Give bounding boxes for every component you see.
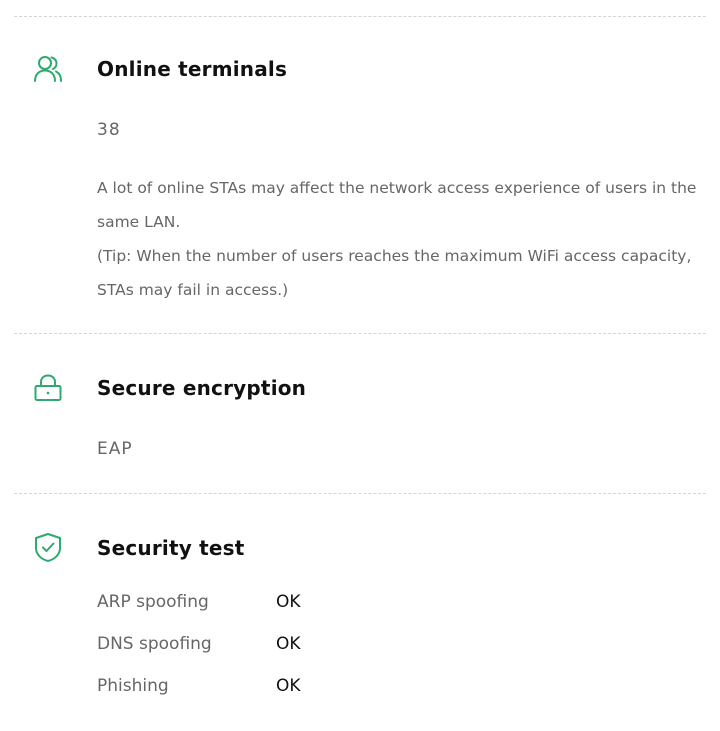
encryption-type: EAP <box>97 439 133 459</box>
secure-encryption-title: Secure encryption <box>97 376 307 400</box>
dns-spoofing-label: DNS spoofing <box>97 634 212 654</box>
description-text: A lot of online STAs may affect the network access experience of users in the same LAN. <box>97 179 697 231</box>
lock-icon <box>32 372 64 404</box>
arp-spoofing-label: ARP spoofing <box>97 592 209 612</box>
phishing-label: Phishing <box>97 676 169 696</box>
top-divider <box>14 16 706 17</box>
divider <box>14 493 706 494</box>
security-test-title: Security test <box>97 536 245 560</box>
users-icon <box>32 53 64 85</box>
phishing-status: OK <box>276 676 301 696</box>
online-terminals-title: Online terminals <box>97 57 288 81</box>
security-check-row <box>97 634 497 664</box>
tip-text: (Tip: When the number of users reaches the maximum WiFi access capacity, STAs may fail in access.) <box>97 247 692 299</box>
divider <box>14 333 706 334</box>
shield-check-icon <box>32 531 64 563</box>
dns-spoofing-status: OK <box>276 634 301 654</box>
online-terminals-count: 38 <box>97 120 121 140</box>
online-terminals-description <box>97 171 697 307</box>
security-check-row <box>97 676 497 706</box>
arp-spoofing-status: OK <box>276 592 301 612</box>
security-check-row <box>97 592 497 622</box>
